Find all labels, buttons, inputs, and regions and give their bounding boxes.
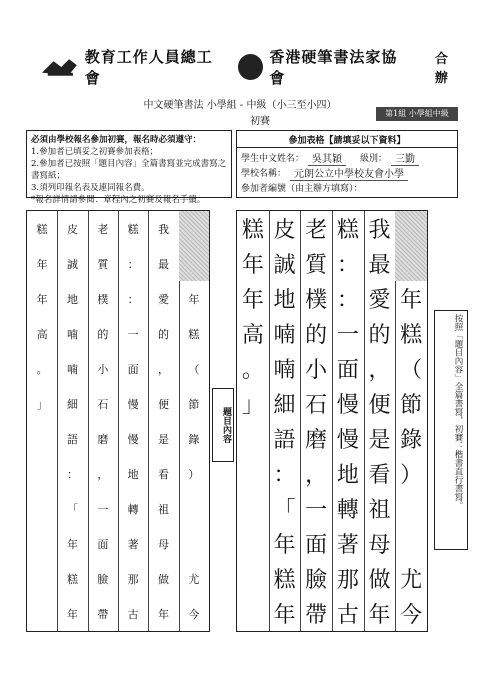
grid-cell: 那	[127, 572, 139, 586]
grid-cell: ：	[127, 292, 139, 306]
school-label: 學校名稱：	[241, 169, 287, 179]
grid-cell: 高	[36, 327, 48, 341]
grid-cell	[395, 211, 427, 246]
grid-cell: 細	[66, 397, 78, 411]
union-logo-icon	[40, 55, 79, 79]
grid-cell: 節	[188, 397, 200, 411]
grid-cell: 尤	[188, 572, 200, 586]
grid-cell: 轉	[127, 502, 139, 516]
grid-cell: 那	[336, 568, 359, 593]
grid-cell	[395, 491, 427, 526]
section-label: 初賽	[250, 116, 270, 127]
grid-cell: 糕	[336, 218, 359, 243]
grid-cell: （	[188, 362, 200, 376]
grid-cell	[179, 491, 209, 526]
grid-cell: ：	[127, 257, 139, 271]
grid-cell: 地	[336, 463, 359, 488]
grid-cell: 年	[273, 533, 296, 558]
grid-cell: 臉	[305, 568, 328, 593]
grid-cell: 最	[368, 253, 391, 278]
school-field[interactable]: 元朗公立中學校友會小學	[290, 165, 408, 181]
grid-cell: 皮	[273, 218, 296, 243]
grid-cell	[179, 246, 209, 281]
grid-cell: 轉	[336, 498, 359, 523]
note-item: 3.須列印報名表及連同報名費。	[31, 183, 150, 193]
grid-cell: 語	[273, 428, 296, 453]
grid-cell: 喃	[273, 358, 296, 383]
grid-cell	[237, 596, 269, 631]
grid-cell: 是	[157, 432, 169, 446]
grid-cell: 糕	[241, 218, 264, 243]
grid-cell: 喃	[66, 362, 78, 376]
grid-cell: 錄	[400, 428, 423, 453]
grid-cell: 是	[368, 428, 391, 453]
grid-cell: 糕	[400, 323, 423, 348]
grid-cell: 的	[305, 323, 328, 348]
grid-cell: 糕	[36, 222, 48, 236]
grid-cell: 年	[273, 603, 296, 628]
grid-cell: 地	[273, 288, 296, 313]
grid-cell: 語	[66, 432, 78, 446]
grid-cell	[179, 211, 209, 246]
grid-cell: 樸	[305, 288, 328, 313]
grid-cell: 一	[305, 498, 328, 523]
grid-cell: 年	[400, 288, 423, 313]
grid-cell	[27, 596, 57, 631]
grid-cell: 老	[305, 218, 328, 243]
grid-cell: 帶	[97, 607, 109, 621]
grid-cell: 古	[336, 603, 359, 628]
grid-cell: 喃	[273, 323, 296, 348]
grid-cell: 臉	[97, 572, 109, 586]
notes-box	[26, 130, 232, 205]
grid-cell: 老	[97, 222, 109, 236]
grid-cell	[27, 421, 57, 456]
grid-cell: 母	[157, 537, 169, 551]
grid-cell: 面	[336, 358, 359, 383]
joint-label: 合辦	[434, 52, 448, 86]
grid-cell: 一	[97, 502, 109, 516]
grid-cell	[27, 526, 57, 561]
grid-cell: 慢	[336, 393, 359, 418]
grid-cell: 「	[66, 502, 78, 516]
grid-cell: 面	[305, 533, 328, 558]
grid-cell: 糕	[66, 572, 78, 586]
grid-cell: 祖	[368, 498, 391, 523]
grid-cell	[395, 526, 427, 561]
grid-cell: 」	[241, 393, 264, 418]
association-seal-icon	[238, 54, 263, 80]
grid-cell: 年	[36, 292, 48, 306]
grid-cell: 年	[66, 607, 78, 621]
instructions-note: 按照「題目內容」全篇書寫，初賽：楷書直行書寫。	[434, 310, 468, 550]
grid-cell: 質	[305, 253, 328, 278]
grid-cell: 年	[66, 537, 78, 551]
name-field[interactable]: 吳其穎	[308, 150, 346, 166]
grid-cell: 祖	[157, 502, 169, 516]
grid-cell: 母	[368, 533, 391, 558]
writing-grid	[236, 210, 428, 632]
grid-cell: 做	[157, 572, 169, 586]
grid-cell: 做	[368, 568, 391, 593]
grid-cell: 愛	[368, 288, 391, 313]
grade-label: 級別：	[360, 154, 388, 164]
grid-cell: 的	[368, 323, 391, 348]
notes-title: 必須由學校報名參加初賽，報名時必須遵守：	[31, 135, 202, 145]
grid-cell	[27, 491, 57, 526]
entry-form	[236, 130, 458, 198]
grid-cell: 年	[36, 257, 48, 271]
grid-cell: 慢	[127, 397, 139, 411]
grid-cell: ：	[273, 463, 296, 488]
grid-cell: 糕	[188, 327, 200, 341]
grid-cell: 。	[241, 358, 264, 383]
grid-cell: 帶	[305, 603, 328, 628]
grid-cell: ，	[305, 463, 328, 488]
form-title: 參加表格【請填妥以下資料】	[237, 133, 457, 148]
grid-cell: 高	[241, 323, 264, 348]
grid-cell: 喃	[66, 327, 78, 341]
grid-cell: ：	[336, 253, 359, 278]
grid-cell: 我	[368, 218, 391, 243]
grid-cell: ：	[66, 467, 78, 481]
topic-content-label: 題目內容	[212, 388, 234, 462]
grid-cell	[179, 526, 209, 561]
grid-cell: 地	[127, 467, 139, 481]
id-label: 參加者編號（由主辦方填寫）：	[241, 184, 363, 194]
grid-cell	[237, 526, 269, 561]
grid-cell: ：	[336, 288, 359, 313]
grid-cell: 古	[127, 607, 139, 621]
header	[40, 48, 460, 87]
grid-cell: 年	[188, 292, 200, 306]
grid-cell: 我	[157, 222, 169, 236]
grid-cell	[395, 246, 427, 281]
note-item: 1.參加者已填妥之初賽參加表格；	[31, 147, 159, 157]
grid-cell	[237, 561, 269, 596]
note-item: *報名詳情請參閱：章程內之初賽及報名手續。	[31, 195, 206, 205]
grid-cell	[237, 421, 269, 456]
topic-grid	[26, 210, 210, 632]
grid-cell: ，	[97, 467, 109, 481]
grade-field[interactable]: 三勤	[391, 150, 419, 166]
grid-cell: 年	[157, 607, 169, 621]
grid-cell: 年	[241, 253, 264, 278]
grid-cell: 磨	[97, 432, 109, 446]
grid-cell: 樸	[97, 292, 109, 306]
grid-cell: 面	[97, 537, 109, 551]
grid-cell: （	[400, 358, 423, 383]
grid-cell: 糕	[127, 222, 139, 236]
grid-cell: 著	[127, 537, 139, 551]
org1-name: 教育工作人員總工會	[84, 48, 213, 87]
grid-cell: ，	[157, 362, 169, 376]
grid-cell: 看	[368, 463, 391, 488]
grid-cell: 誠	[66, 257, 78, 271]
grid-cell: 尤	[400, 568, 423, 593]
grid-cell: 皮	[66, 222, 78, 236]
note-item: 2.參加者已按照「題目內容」全篇書寫並完成書寫之書寫紙；	[31, 159, 227, 181]
grid-cell	[237, 456, 269, 491]
grid-cell: 今	[188, 607, 200, 621]
grid-cell: 今	[400, 603, 423, 628]
grid-cell: 糕	[273, 568, 296, 593]
grid-cell: ）	[400, 463, 423, 488]
grid-cell	[27, 456, 57, 491]
grid-cell: 的	[97, 327, 109, 341]
grid-cell: 年	[241, 288, 264, 313]
subtitle: 中文硬筆書法 小學組 - 中級（小三至小四）	[143, 100, 337, 111]
grid-cell: 著	[336, 533, 359, 558]
grid-cell: 小	[305, 358, 328, 383]
grid-cell: 節	[400, 393, 423, 418]
grid-cell	[237, 491, 269, 526]
grid-cell: 小	[97, 362, 109, 376]
grid-cell: 。	[36, 362, 48, 376]
grid-cell: 的	[157, 327, 169, 341]
grid-cell: 便	[157, 397, 169, 411]
grid-cell: 細	[273, 393, 296, 418]
grid-cell: 」	[36, 397, 48, 411]
grid-cell: 一	[336, 323, 359, 348]
grid-cell: 磨	[305, 428, 328, 453]
grid-cell: 誠	[273, 253, 296, 278]
reference-box: 第1組 小學組中級	[376, 107, 458, 121]
grid-cell: 石	[305, 393, 328, 418]
grid-cell: 便	[368, 393, 391, 418]
grid-cell	[27, 561, 57, 596]
grid-cell: 石	[97, 397, 109, 411]
grid-cell: 最	[157, 257, 169, 271]
grid-cell: 慢	[336, 428, 359, 453]
grid-cell: 慢	[127, 432, 139, 446]
grid-cell: 愛	[157, 292, 169, 306]
grid-cell: 質	[97, 257, 109, 271]
grid-cell: 錄	[188, 432, 200, 446]
grid-cell: ，	[368, 358, 391, 383]
grid-cell: 「	[273, 498, 296, 523]
grid-cell: 面	[127, 362, 139, 376]
grid-cell: 看	[157, 467, 169, 481]
org2-name: 香港硬筆書法家協會	[269, 48, 398, 87]
grid-cell: ）	[188, 467, 200, 481]
grid-cell: 地	[66, 292, 78, 306]
grid-cell: 一	[127, 327, 139, 341]
name-label: 學生中文姓名：	[241, 154, 305, 164]
grid-cell: 年	[368, 603, 391, 628]
